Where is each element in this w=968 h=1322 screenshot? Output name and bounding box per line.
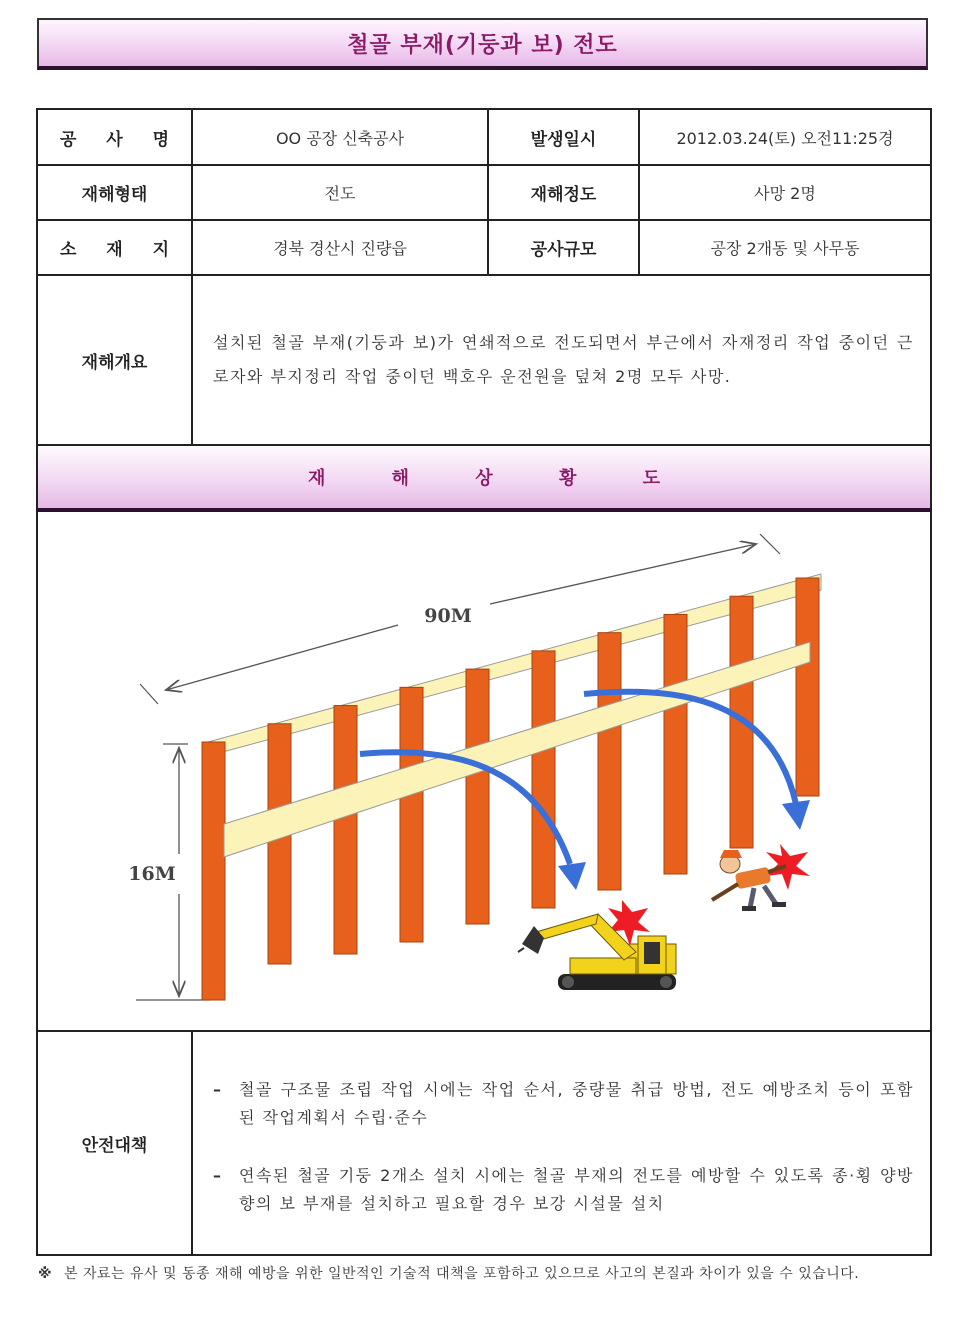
footnote xyxy=(38,1262,928,1286)
footnote-mark: ※ xyxy=(38,1266,53,1282)
diagram-heading: 재 해 상 황 도 xyxy=(307,468,690,489)
safety-item-text: 철골 구조물 조립 작업 시에는 작업 순서, 중량물 취급 방법, 전도 예방조치 등이 포함된 작업계획서 수립·준수 xyxy=(239,1080,914,1127)
safety-item: – 철골 구조물 조립 작업 시에는 작업 순서, 중량물 취급 방법, 전도 예방조치 등이 포함된 작업계획서 수립·준수 xyxy=(213,1076,914,1132)
document-title: 철골 부재(기둥과 보) 전도 xyxy=(347,32,618,58)
steel-column xyxy=(202,742,225,1000)
accident-type-label: 재해형태 xyxy=(37,165,192,220)
scale-value: 공장 2개동 및 사무동 xyxy=(639,220,931,275)
project-name-value: OO 공장 신축공사 xyxy=(192,109,488,165)
table-row xyxy=(37,220,931,275)
steel-column xyxy=(796,578,819,796)
table-row xyxy=(37,165,931,220)
safety-item: – 연속된 철골 기둥 2개소 설치 시에는 철골 부재의 전도를 예방할 수 있도록 종·횡 양방향의 보 부재를 설치하고 필요할 경우 보강 시설물 설치 xyxy=(213,1162,914,1218)
location-value: 경북 경산시 진량읍 xyxy=(192,220,488,275)
steel-column xyxy=(532,651,555,908)
date-label: 발생일시 xyxy=(488,109,639,165)
steel-column xyxy=(664,614,687,874)
height-label: 16M xyxy=(128,863,176,885)
length-label: 90M xyxy=(424,605,472,627)
accident-diagram xyxy=(38,512,928,1030)
excavator-figure xyxy=(518,914,676,990)
steel-column xyxy=(598,633,621,890)
safety-label: 안전대책 xyxy=(37,1031,192,1255)
steel-column xyxy=(466,669,489,924)
date-value: 2012.03.24(토) 오전11:25경 xyxy=(639,109,931,165)
table-row xyxy=(37,275,931,445)
accident-type-value: 전도 xyxy=(192,165,488,220)
top-beam xyxy=(208,574,821,756)
table-row xyxy=(37,445,931,510)
overview-label: 재해개요 xyxy=(37,275,192,445)
accident-report-table xyxy=(36,108,932,1256)
accident-diagram-cell xyxy=(37,510,931,1031)
scale-label: 공사규모 xyxy=(488,220,639,275)
table-row xyxy=(37,109,931,165)
location-label: 소 재 지 xyxy=(37,220,192,275)
steel-column xyxy=(400,687,423,942)
diagram-heading-bar xyxy=(37,445,931,510)
height-dimension xyxy=(128,744,210,1000)
footnote-text: 본 자료는 유사 및 동종 재해 예방을 위한 일반적인 기술적 대책을 포함하고 있으므로 사고의 본질과 차이가 있을 수 있습니다. xyxy=(64,1266,860,1282)
impact-star-right xyxy=(766,844,810,890)
severity-value: 사망 2명 xyxy=(639,165,931,220)
table-row xyxy=(37,1031,931,1255)
document-title-bar xyxy=(37,18,928,70)
steel-columns xyxy=(202,578,819,1000)
safety-item-text: 연속된 철골 기둥 2개소 설치 시에는 철골 부재의 전도를 예방할 수 있도록 종·횡 양방향의 보 부재를 설치하고 필요할 경우 보강 시설물 설치 xyxy=(239,1166,914,1213)
steel-column xyxy=(334,706,357,954)
steel-column xyxy=(268,724,291,964)
table-row xyxy=(37,510,931,1031)
overview-text: 설치된 철골 부재(기둥과 보)가 연쇄적으로 전도되면서 부근에서 자재정리 작업 중이던 근로자와 부지정리 작업 중이던 백호우 운전원을 덮쳐 2명 모두 사망. xyxy=(192,275,931,445)
project-name-label: 공 사 명 xyxy=(37,109,192,165)
severity-label: 재해정도 xyxy=(488,165,639,220)
lower-beam xyxy=(224,642,810,857)
safety-measures xyxy=(192,1031,931,1255)
